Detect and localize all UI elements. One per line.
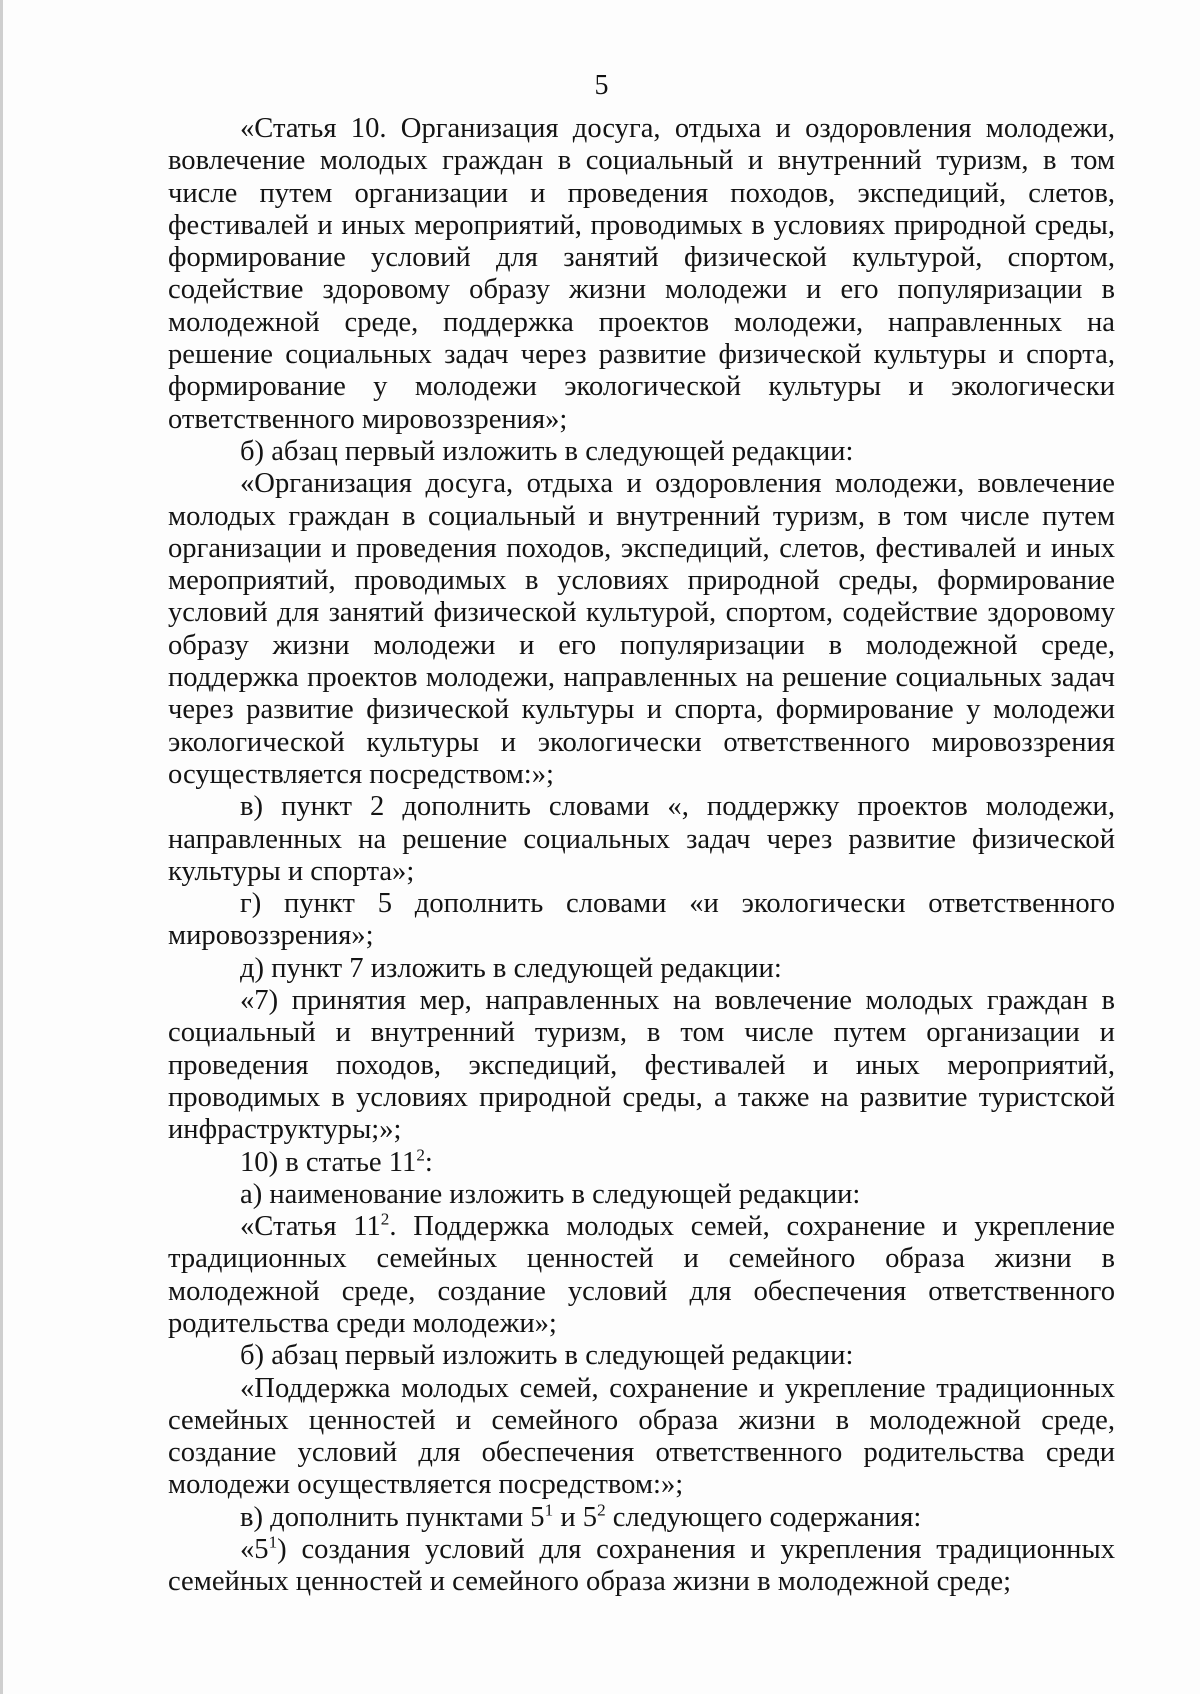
paragraph-text: «5 [240,1534,269,1566]
paragraph-text: и 5 [553,1501,598,1533]
superscript: 1 [544,1500,554,1520]
paragraph [168,888,1115,953]
paragraph-text: б) абзац первый изложить в следующей редакции: [240,1340,854,1372]
paragraph [168,113,1115,436]
paragraph-text: «7) принятия мер, направленных на вовлечение молодых граждан в социальный и внутренний туризм, в том числе путем организации и проведения походов, экспедиций, фестивалей и иных мероприятий, проводимых в условиях природной среды, а также на развитие туристской инфраструктуры;»; [168,985,1115,1146]
paragraph [168,953,1115,985]
document-body [168,113,1115,1599]
paragraph [168,1534,1115,1599]
paragraph-text: ) создания условий для сохранения и укрепления традиционных семейных ценностей и семейного образа жизни в молодежной среде; [168,1534,1115,1598]
paragraph [168,791,1115,888]
paragraph [168,1373,1115,1502]
paragraph-text: «Организация досуга, отдыха и оздоровления молодежи, вовлечение молодых граждан в социальный и внутренний туризм, в том числе путем организации и проведения походов, экспедиций, слетов, фестивалей и иных мероприятий, проводимых в условиях природной среды, формирование условий для занятий физической культурой, спортом, содействие здоровому образу жизни молодежи и его популяризации в молодежной среде, поддержка проектов молодежи, направленных на решение социальных задач через развитие физической культуры и спорта, формирование у молодежи экологической культуры и экологически ответственного мировоззрения осуществляется посредством:»; [168,468,1115,790]
paragraph [168,1502,1115,1534]
superscript: 1 [268,1532,278,1552]
superscript: 2 [416,1144,425,1164]
paragraph [168,1144,1115,1179]
paragraph-text: б) абзац первый изложить в следующей редакции: [240,435,854,467]
page-number: 5 [594,70,609,101]
paragraph [168,436,1115,468]
superscript: 2 [597,1500,606,1520]
paragraph-text: . Поддержка молодых семей, сохранение и укрепление традиционных семейных ценностей и семейного образа жизни в молодежной среде, создание условий для обеспечения ответственного родительства среди молодежи»; [168,1211,1115,1339]
paragraph-text: «Статья 10. Организация досуга, отдыха и оздоровления молодежи, вовлечение молодых граждан в социальный и внутренний туризм, в том числе путем организации и проведения походов, экспедиций, слетов, фестивалей и иных мероприятий, проводимых в условиях природной среды, формирование условий для занятий физической культурой, спортом, содействие здоровому образу жизни молодежи и его популяризации в молодежной среде, поддержка проектов молодежи, направленных на решение социальных задач через развитие физической культуры и спорта, формирование у молодежи экологической культуры и экологически ответственного мировоззрения»; [168,113,1115,435]
paragraph-text: в) пункт 2 дополнить словами «, поддержку проектов молодежи, направленных на решение социальных задач через развитие физической культуры и спорта»; [168,791,1115,887]
superscript: 2 [380,1209,390,1229]
paragraph [168,1179,1115,1211]
paragraph [168,985,1115,1146]
paragraph-text: д) пункт 7 изложить в следующей редакции: [240,952,782,984]
paragraph-text: следующего содержания: [605,1501,922,1533]
paragraph-text: 10) в статье 11 [240,1146,417,1178]
paragraph-text: : [424,1146,433,1178]
paragraph-text: а) наименование изложить в следующей редакции: [240,1178,861,1210]
paragraph-text: в) дополнить пунктами 5 [240,1501,545,1533]
paragraph-text: «Поддержка молодых семей, сохранение и укрепление традиционных семейных ценностей и семейного образа жизни в молодежной среде, создание условий для обеспечения ответственного родительства среди молодежи осуществляется посредством:»; [168,1372,1115,1501]
paragraph [168,468,1115,791]
paragraph-text: г) пункт 5 дополнить словами «и экологически ответственного мировоззрения»; [168,888,1115,952]
paragraph-text: «Статья 11 [240,1211,381,1243]
paragraph [168,1340,1115,1372]
paragraph [168,1211,1115,1340]
